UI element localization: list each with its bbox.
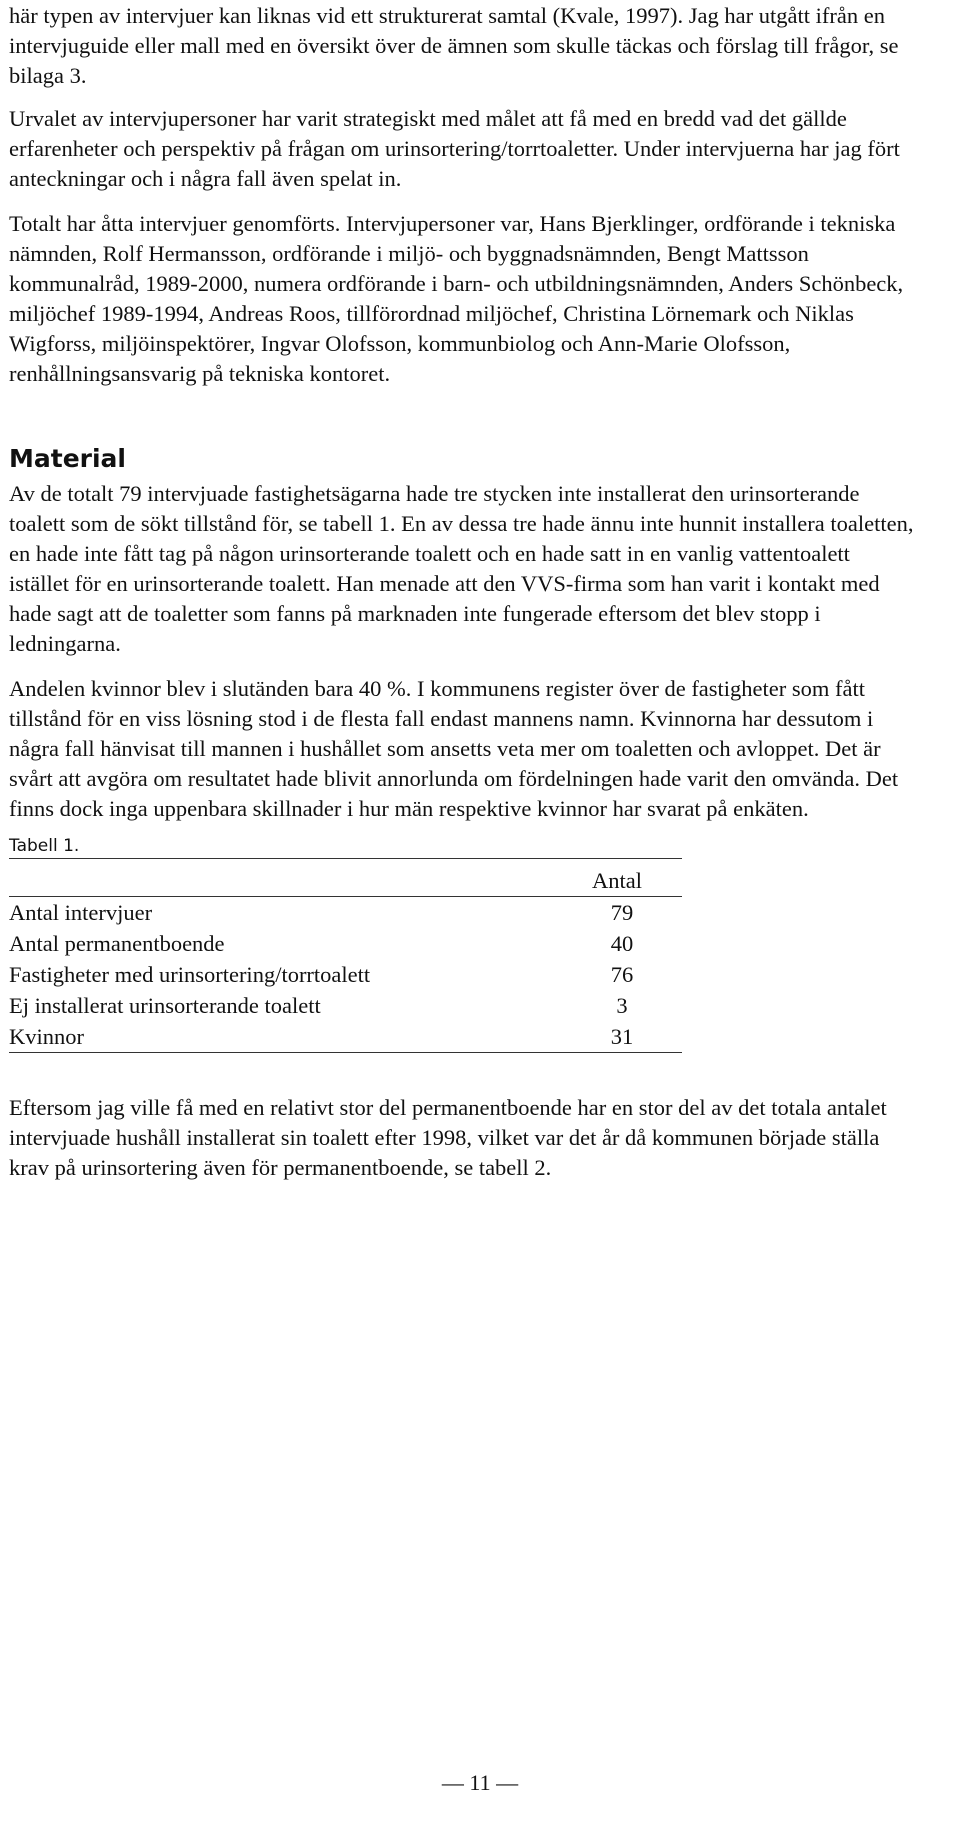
- paragraph-women-share: Andelen kvinnor blev i slutänden bara 40 %. I kommunens register över de fastigheter som fått tillstånd för en viss lösning stod i de flesta fall endast mannens namn. Kvinnorna har dessutom i några fall hänvisat till mannen i hushållet som ansetts veta mer om toaletten och avloppet. Det är svårt att avgöra om resultatet hade blivit annorlunda om fördelningen hade varit den omvända. Det finns dock inga uppenbara skillnader i hur män respektive kvinnor har svarat på enkäten.: [9, 676, 899, 821]
- paragraph-selection: Urvalet av intervjupersoner har varit strategiskt med målet att få med en bredd vad det gällde erfarenheter och perspektiv på frågan om urinsortering/torrtoaletter. Under intervjuerna har jag fört anteckningar och i några fall även spelat in.: [9, 106, 900, 191]
- row-value: 40: [610, 931, 634, 956]
- paragraph-interview-method: här typen av intervjuer kan liknas vid ett strukturerat samtal (Kvale, 1997). Jag har utgått ifrån en intervjuguide eller mall med en översikt över de ämnen som skulle täckas och förslag till frågor, se bilaga 3.: [9, 3, 899, 88]
- row-value: 79: [610, 900, 634, 925]
- table-row: [9, 990, 682, 1021]
- data-table: [9, 858, 682, 1053]
- column-header-antal: Antal: [592, 868, 642, 893]
- paragraph-interviewees: Totalt har åtta intervjuer genomförts. Intervjupersoner var, Hans Bjerklinger, ordförande i tekniska nämnden, Rolf Hermansson, ordförande i miljö- och byggnadsnämnden, Bengt Mattsson kommunalråd, 1989-2000, numera ordförande i barn- och utbildningsnämnden, Anders Schönbeck, miljöchef 1989-1994, Andreas Roos, tillförordnad miljöchef, Christina Lörnemark och Niklas Wigforss, miljöinspektörer, Ingvar Olofsson, kommunbiolog och Ann-Marie Olofsson, renhållningsansvarig på tekniska kontoret.: [9, 211, 904, 386]
- row-label: Antal intervjuer: [9, 900, 153, 925]
- page-number: — 11 —: [441, 1770, 519, 1795]
- section-heading-material: Material: [9, 444, 126, 473]
- row-value: 3: [616, 993, 628, 1018]
- table-row: [9, 1021, 682, 1053]
- row-value: 76: [610, 962, 634, 987]
- table-row: [9, 897, 682, 929]
- table-caption: Tabell 1.: [9, 836, 80, 856]
- row-label: Ej installerat urinsorterande toalett: [9, 993, 321, 1018]
- paragraph-permanent-residents: Eftersom jag ville få med en relativt stor del permanentboende har en stor del av det totala antalet intervjuade hushåll installerat sin toalett efter 1998, vilket var det år då kommunen började ställa krav på urinsortering även för permanentboende, se tabell 2.: [9, 1095, 887, 1180]
- table-row: [9, 928, 682, 959]
- table-row: [9, 959, 682, 990]
- row-value: 31: [610, 1024, 634, 1049]
- table-header-row: [9, 859, 682, 897]
- row-label: Fastigheter med urinsortering/torrtoalett: [9, 962, 371, 987]
- row-label: Antal permanentboende: [9, 931, 225, 956]
- row-label: Kvinnor: [9, 1024, 84, 1049]
- paragraph-property-owners: Av de totalt 79 intervjuade fastighetsägarna hade tre stycken inte installerat den urinsorterande toalett som de sökt tillstånd för, se tabell 1. En av dessa tre hade ännu inte hunnit installera toaletten, en hade inte fått tag på någon urinsorterande toalett och en hade satt in en vanlig vattentoalett istället för en urinsorterande toalett. Han menade att den VVS-firma som han varit i kontakt med hade sagt att de toaletter som fanns på marknaden inte fungerade eftersom det blev stopp i ledningarna.: [9, 481, 914, 656]
- document-body: [9, 0, 914, 1183]
